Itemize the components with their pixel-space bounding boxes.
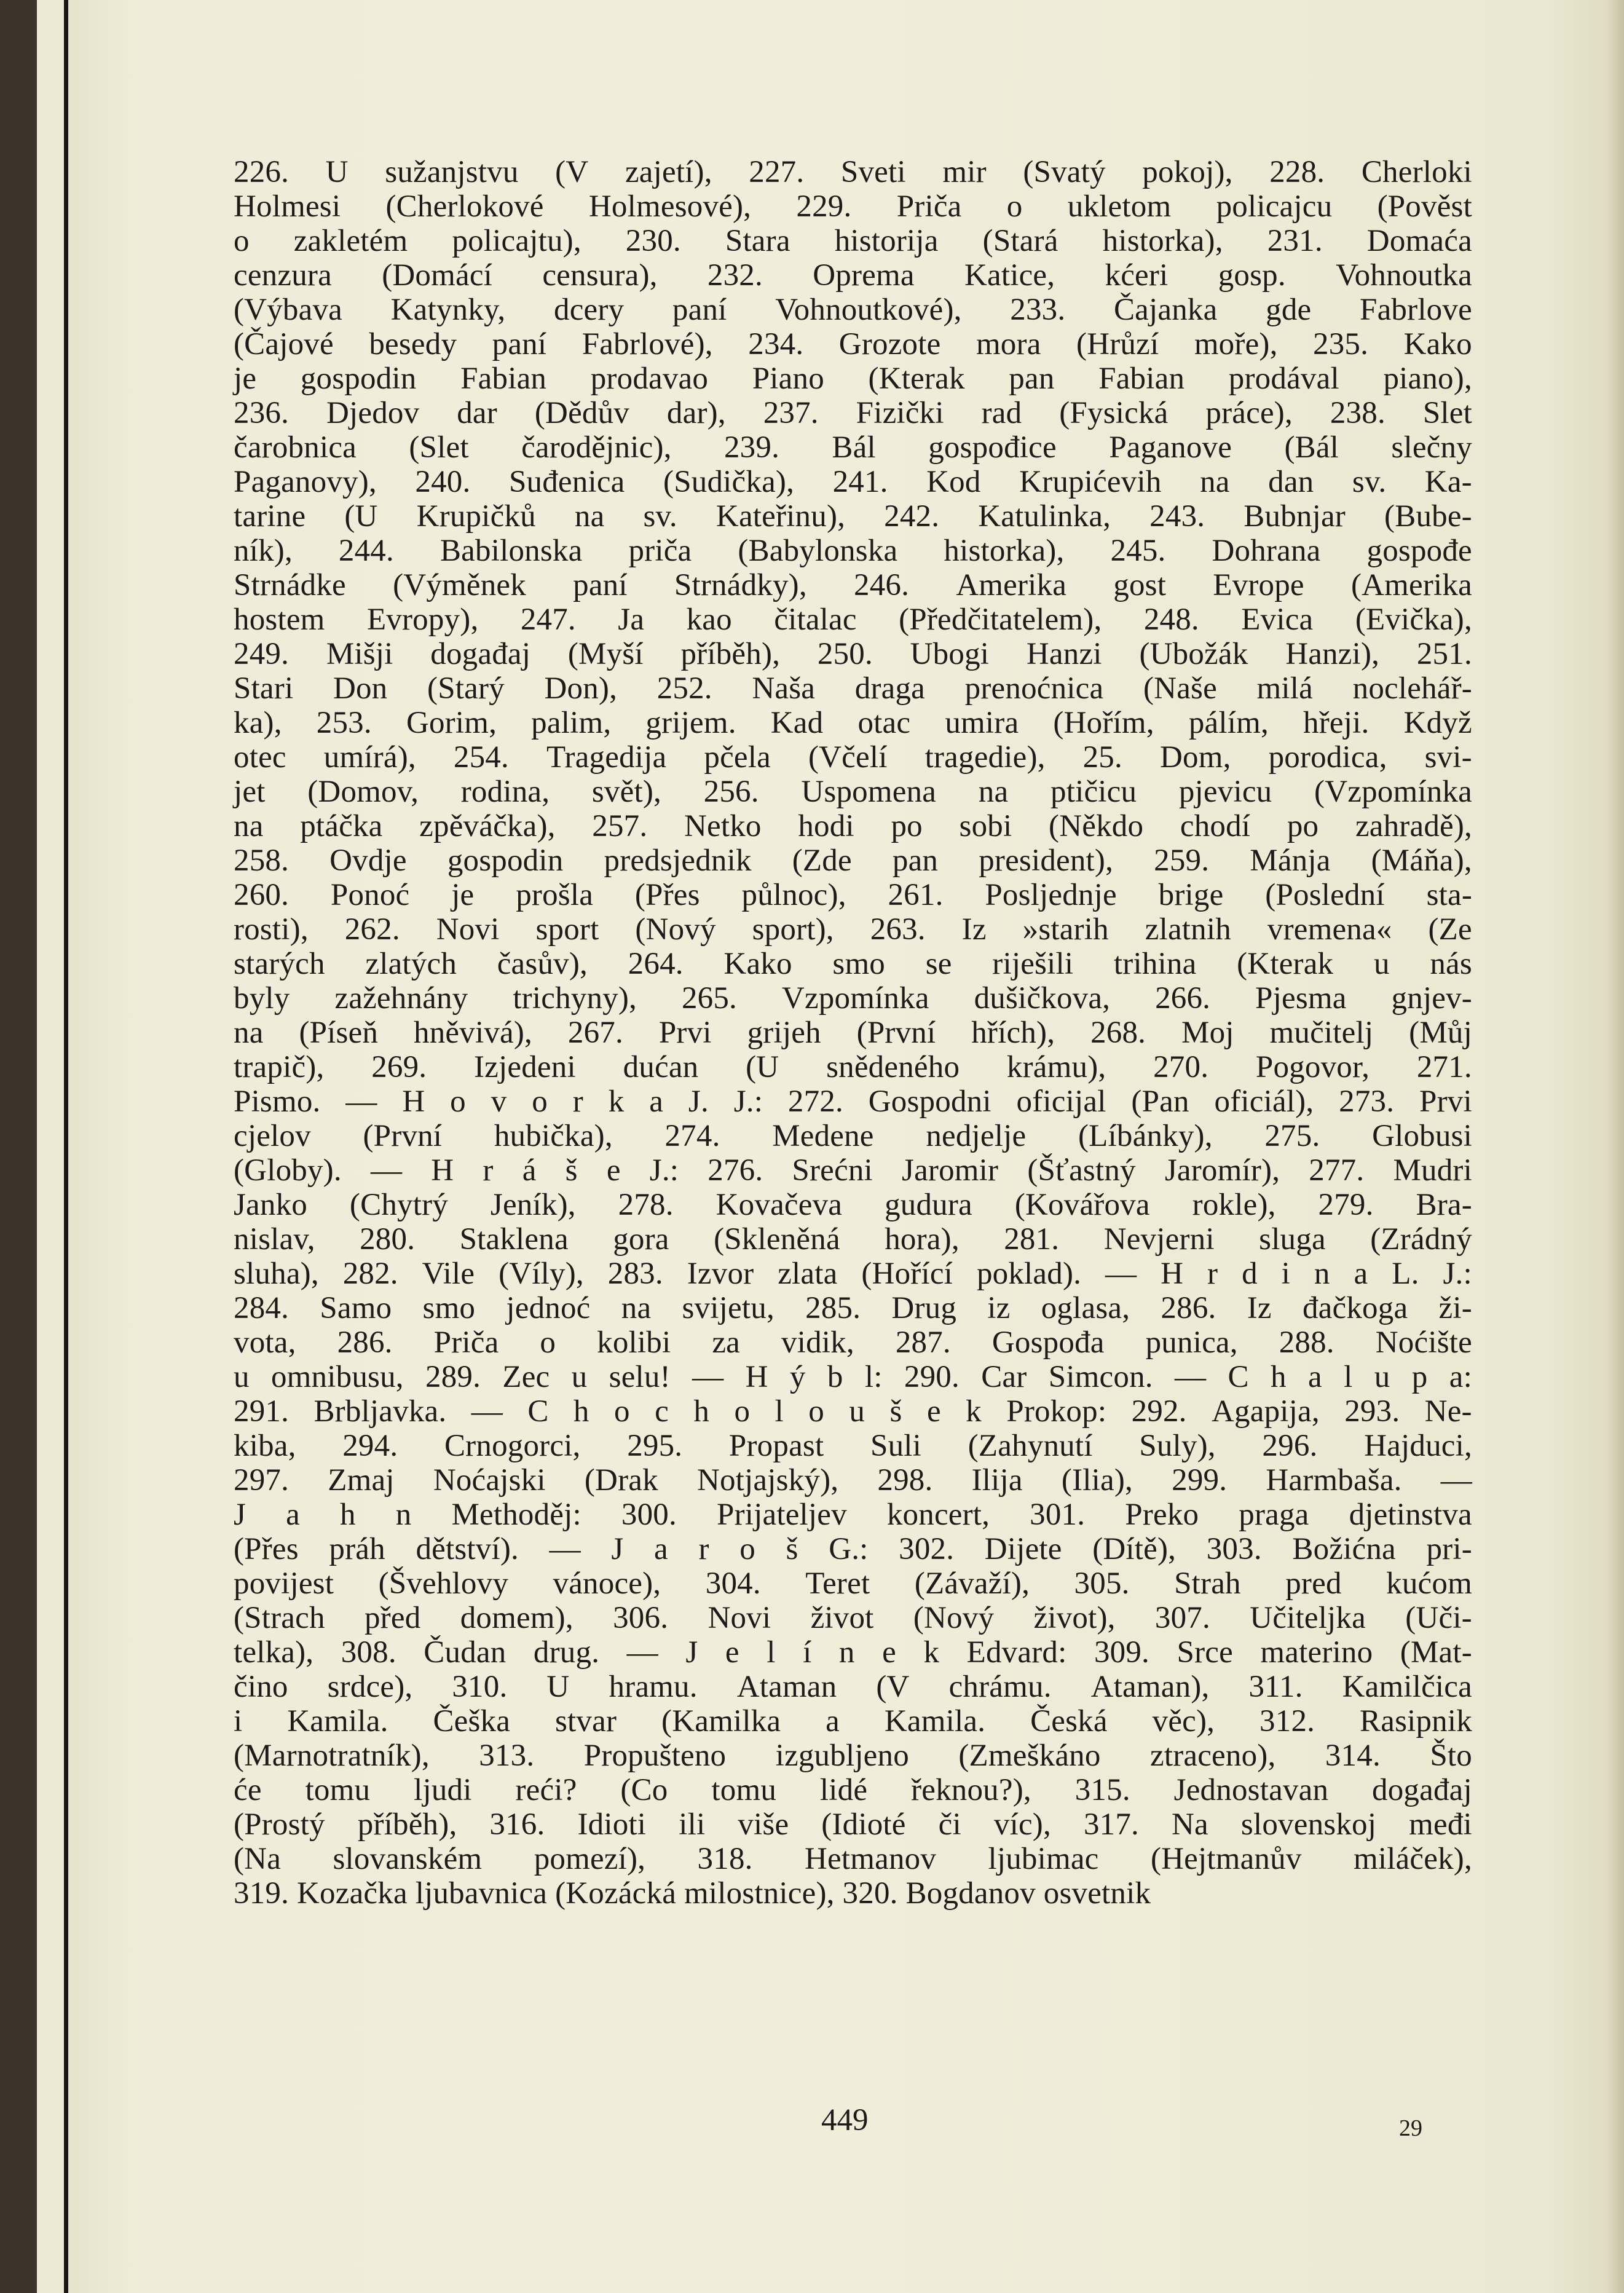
text-line: će tomu ljudi reći? (Co tomu lidé řeknou?), 315. Jednostavan događaj bbox=[234, 1773, 1472, 1807]
text-line: cjelov (První hubička), 274. Medene nedjelje (Líbánky), 275. Globusi bbox=[234, 1119, 1472, 1153]
text-line: byly zažehnány trichyny), 265. Vzpomínka dušičkova, 266. Pjesma gnjev- bbox=[234, 981, 1472, 1016]
text-line: cenzura (Domácí censura), 232. Oprema Katice, kćeri gosp. Vohnoutka bbox=[234, 258, 1472, 293]
text-line: (Marnotratník), 313. Propušteno izgubljeno (Zmeškáno ztraceno), 314. Što bbox=[234, 1738, 1472, 1773]
text-line: o zakletém policajtu), 230. Stara historija (Stará historka), 231. Domaća bbox=[234, 224, 1472, 258]
text-line: ník), 244. Babilonska priča (Babylonska historka), 245. Dohrana gospođe bbox=[234, 534, 1472, 568]
binding-line bbox=[64, 0, 68, 2293]
text-line: povijest (Švehlovy vánoce), 304. Teret (Závaží), 305. Strah pred kućom bbox=[234, 1566, 1472, 1601]
text-line: Paganovy), 240. Suđenica (Sudička), 241. Kod Krupićevih na dan sv. Ka- bbox=[234, 465, 1472, 499]
text-line: Stari Don (Starý Don), 252. Naša draga prenoćnica (Naše milá noclehář- bbox=[234, 671, 1472, 706]
text-line: 226. U sužanjstvu (V zajetí), 227. Sveti mir (Svatý pokoj), 228. Cherloki bbox=[234, 155, 1472, 189]
text-line: 236. Djedov dar (Dědův dar), 237. Fizički rad (Fysická práce), 238. Slet bbox=[234, 396, 1472, 430]
text-line: u omnibusu, 289. Zec u selu! — H ý b l: 290. Car Simcon. — C h a l u p a: bbox=[234, 1360, 1472, 1394]
text-line: sluha), 282. Vile (Víly), 283. Izvor zlata (Hořící poklad). — H r d i n a L. J.: bbox=[234, 1257, 1472, 1291]
text-line: telka), 308. Čudan drug. — J e l í n e k Edvard: 309. Srce materino (Mat- bbox=[234, 1635, 1472, 1670]
text-line: 319. Kozačka ljubavnica (Kozácká milostnice), 320. Bogdanov osvetnik bbox=[234, 1876, 1151, 1911]
text-line: (Na slovanském pomezí), 318. Hetmanov ljubimac (Hejtmanův miláček), bbox=[234, 1842, 1472, 1876]
text-line: nislav, 280. Staklena gora (Skleněná hora), 281. Nevjerni sluga (Zrádný bbox=[234, 1222, 1472, 1257]
text-line: otec umírá), 254. Tragedija pčela (Včelí tragedie), 25. Dom, porodica, svi- bbox=[234, 740, 1472, 775]
text-line: (Výbava Katynky, dcery paní Vohnoutkové), 233. Čajanka gde Fabrlove bbox=[234, 293, 1472, 327]
text-line: (Strach před domem), 306. Novi život (Nový život), 307. Učiteljka (Uči- bbox=[234, 1601, 1472, 1635]
text-line: jet (Domov, rodina, svět), 256. Uspomena na ptičicu pjevicu (Vzpomínka bbox=[234, 775, 1472, 809]
text-block bbox=[234, 155, 1472, 1911]
text-line: ka), 253. Gorim, palim, grijem. Kad otac umira (Hořím, pálím, hřeji. Když bbox=[234, 706, 1472, 740]
text-line: hostem Evropy), 247. Ja kao čitalac (Předčitatelem), 248. Evica (Evička), bbox=[234, 602, 1472, 637]
text-line: vota, 286. Priča o kolibi za vidik, 287. Gospođa punica, 288. Noćište bbox=[234, 1325, 1472, 1360]
text-line: kiba, 294. Crnogorci, 295. Propast Suli (Zahynutí Suly), 296. Hajduci, bbox=[234, 1429, 1472, 1463]
text-line: čarobnica (Slet čarodějnic), 239. Bál gospođice Paganove (Bál slečny bbox=[234, 430, 1472, 465]
text-line: Strnádke (Výměnek paní Strnádky), 246. Amerika gost Evrope (Amerika bbox=[234, 568, 1472, 602]
text-line: i Kamila. Češka stvar (Kamilka a Kamila. Česká věc), 312. Rasipnik bbox=[234, 1704, 1472, 1738]
text-line: trapič), 269. Izjedeni dućan (U snědeného krámu), 270. Pogovor, 271. bbox=[234, 1050, 1472, 1084]
text-line: Janko (Chytrý Jeník), 278. Kovačeva gudura (Kovářova rokle), 279. Bra- bbox=[234, 1188, 1472, 1222]
text-line: 249. Mišji događaj (Myší příběh), 250. Ubogi Hanzi (Ubožák Hanzi), 251. bbox=[234, 637, 1472, 671]
text-line: 291. Brbljavka. — C h o c h o l o u š e k Prokop: 292. Agapija, 293. Ne- bbox=[234, 1394, 1472, 1429]
text-line: tarine (U Krupičků na sv. Kateřinu), 242. Katulinka, 243. Bubnjar (Bube- bbox=[234, 499, 1472, 534]
text-line: je gospodin Fabian prodavao Piano (Kterak pan Fabian prodával piano), bbox=[234, 361, 1472, 396]
text-line: 258. Ovdje gospodin predsjednik (Zde pan president), 259. Mánja (Máňa), bbox=[234, 843, 1472, 878]
page-number: 449 bbox=[821, 2103, 869, 2137]
text-line: J a h n Methoděj: 300. Prijateljev koncert, 301. Preko praga djetinstva bbox=[234, 1498, 1472, 1532]
scan-left-edge bbox=[0, 0, 37, 2293]
text-line: (Prostý příběh), 316. Idioti ili više (Idioté či víc), 317. Na slovenskoj međi bbox=[234, 1807, 1472, 1842]
text-line: 284. Samo smo jednoć na svijetu, 285. Drug iz oglasa, 286. Iz đačkoga ži- bbox=[234, 1291, 1472, 1325]
text-line: Holmesi (Cherlokové Holmesové), 229. Priča o ukletom policajcu (Pověst bbox=[234, 189, 1472, 224]
text-line: 260. Ponoć je prošla (Přes půlnoc), 261. Posljednje brige (Poslední sta- bbox=[234, 878, 1472, 912]
text-line: 297. Zmaj Noćajski (Drak Notjajský), 298. Ilija (Ilia), 299. Harmbaša. — bbox=[234, 1463, 1472, 1498]
text-line: čino srdce), 310. U hramu. Ataman (V chrámu. Ataman), 311. Kamilčica bbox=[234, 1670, 1472, 1704]
signature-mark: 29 bbox=[1399, 2115, 1422, 2141]
text-line: (Čajové besedy paní Fabrlové), 234. Grozote mora (Hrůzí moře), 235. Kako bbox=[234, 327, 1472, 361]
text-line: na ptáčka zpěváčka), 257. Netko hodi po sobi (Někdo chodí po zahradě), bbox=[234, 809, 1472, 843]
text-line: na (Píseň hněvivá), 267. Prvi grijeh (První hřích), 268. Moj mučitelj (Můj bbox=[234, 1016, 1472, 1050]
text-line: rosti), 262. Novi sport (Nový sport), 263. Iz »starih zlatnih vremena« (Ze bbox=[234, 912, 1472, 947]
text-line: starých zlatých časův), 264. Kako smo se riješili trihina (Kterak u nás bbox=[234, 947, 1472, 981]
text-line: (Přes práh dětství). — J a r o š G.: 302. Dijete (Dítě), 303. Božićna pri- bbox=[234, 1532, 1472, 1566]
text-line: Pismo. — H o v o r k a J. J.: 272. Gospodni oficijal (Pan oficiál), 273. Prvi bbox=[234, 1084, 1472, 1119]
text-line: (Globy). — H r á š e J.: 276. Srećni Jaromir (Šťastný Jaromír), 277. Mudri bbox=[234, 1153, 1472, 1188]
